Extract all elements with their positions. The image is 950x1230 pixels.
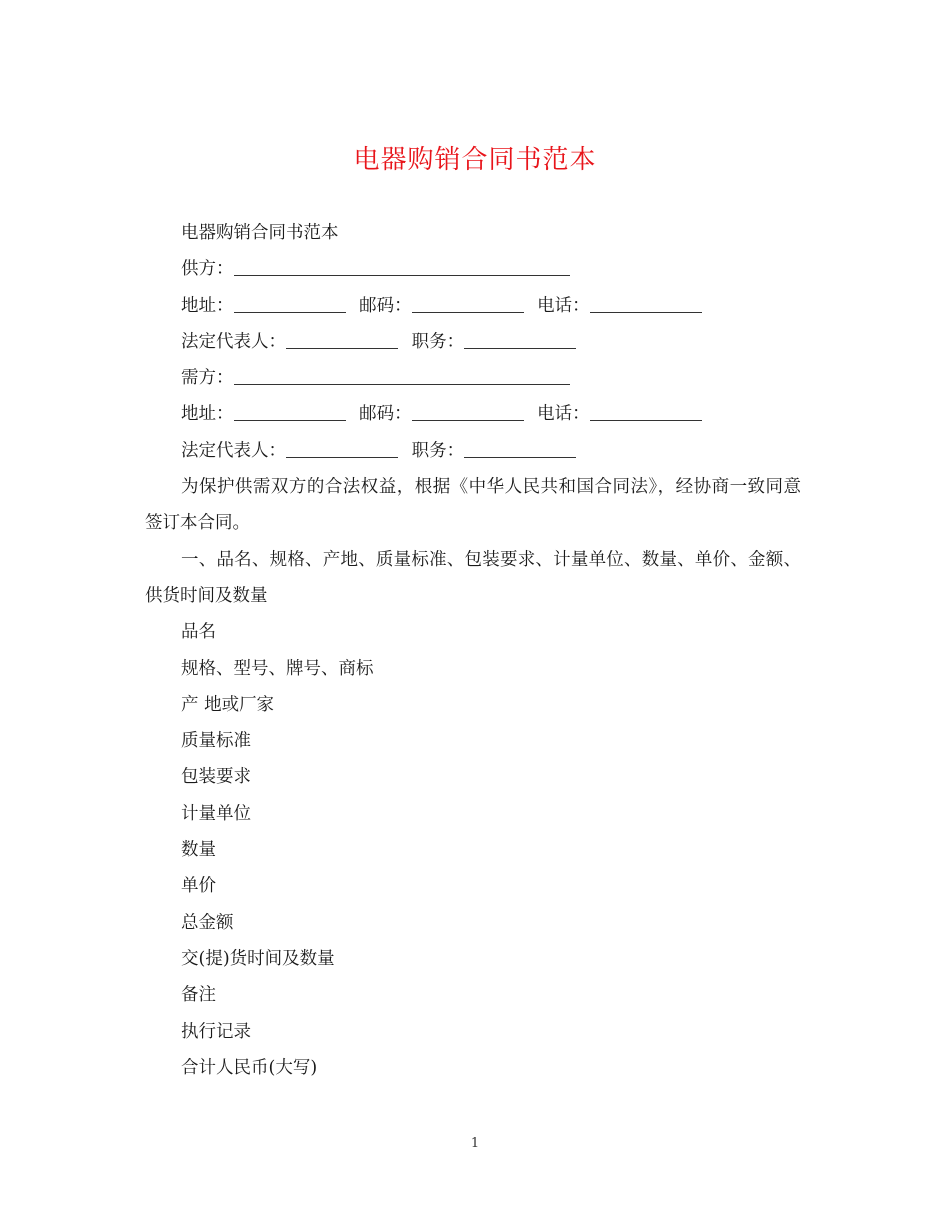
- supplier-rep-line: [145, 324, 805, 360]
- item-line: 计量单位: [181, 803, 251, 824]
- subtitle-line: 电器购销合同书范本: [181, 223, 339, 243]
- item-line: 执行记录: [181, 1021, 251, 1042]
- postcode-blank: [412, 419, 524, 421]
- supplier-label: 供方：: [181, 259, 234, 280]
- item-line: 单价: [181, 876, 216, 897]
- supplier-line: [145, 251, 805, 287]
- supplier-address-line: [145, 288, 805, 324]
- address-blank: [234, 311, 346, 313]
- phone-blank: [590, 419, 702, 421]
- address-label: 地址：: [181, 404, 234, 425]
- buyer-blank: [234, 383, 570, 385]
- page-number: 1: [470, 1136, 480, 1151]
- item-line: 合计人民币(大写): [181, 1057, 318, 1078]
- document-title: 电器购销合同书范本: [353, 145, 597, 175]
- item-line: 数量: [181, 840, 216, 861]
- phone-label: 电话：: [537, 404, 590, 425]
- supplier-blank: [234, 274, 570, 276]
- buyer-label: 需方：: [181, 368, 234, 389]
- position-blank: [464, 347, 576, 349]
- buyer-line: [145, 360, 805, 396]
- phone-blank: [590, 311, 702, 313]
- item-line: 包装要求: [181, 767, 251, 788]
- legal-rep-label: 法定代表人：: [181, 331, 286, 352]
- position-label: 职务：: [411, 440, 465, 461]
- clause-one-paragraph: 一、品名、规格、产地、质量标准、包装要求、计量单位、数量、单价、金额、供货时间及数量: [145, 549, 801, 606]
- buyer-address-line: [145, 396, 805, 432]
- address-label: 地址：: [181, 295, 234, 316]
- document-body: [145, 215, 805, 1086]
- buyer-rep-line: [145, 433, 805, 469]
- postcode-label: 邮码：: [359, 295, 412, 316]
- item-line: 产 地或厂家: [181, 694, 275, 715]
- item-line: 品名: [181, 622, 216, 643]
- postcode-label: 邮码：: [359, 404, 412, 425]
- position-blank: [464, 456, 576, 458]
- item-line: 总金额: [181, 912, 234, 933]
- item-line: 交(提)货时间及数量: [181, 948, 335, 969]
- item-line: 备注: [181, 985, 216, 1006]
- position-label: 职务：: [411, 331, 465, 352]
- item-line: 质量标准: [181, 731, 251, 752]
- intro-paragraph: 为保护供需双方的合法权益，根据《中华人民共和国合同法》，经协商一致同意签订本合同。: [145, 477, 801, 534]
- phone-label: 电话：: [537, 295, 590, 316]
- address-blank: [234, 419, 346, 421]
- legal-rep-blank: [286, 347, 398, 349]
- legal-rep-label: 法定代表人：: [181, 440, 286, 461]
- item-line: 规格、型号、牌号、商标: [181, 658, 374, 679]
- postcode-blank: [412, 311, 524, 313]
- legal-rep-blank: [286, 456, 398, 458]
